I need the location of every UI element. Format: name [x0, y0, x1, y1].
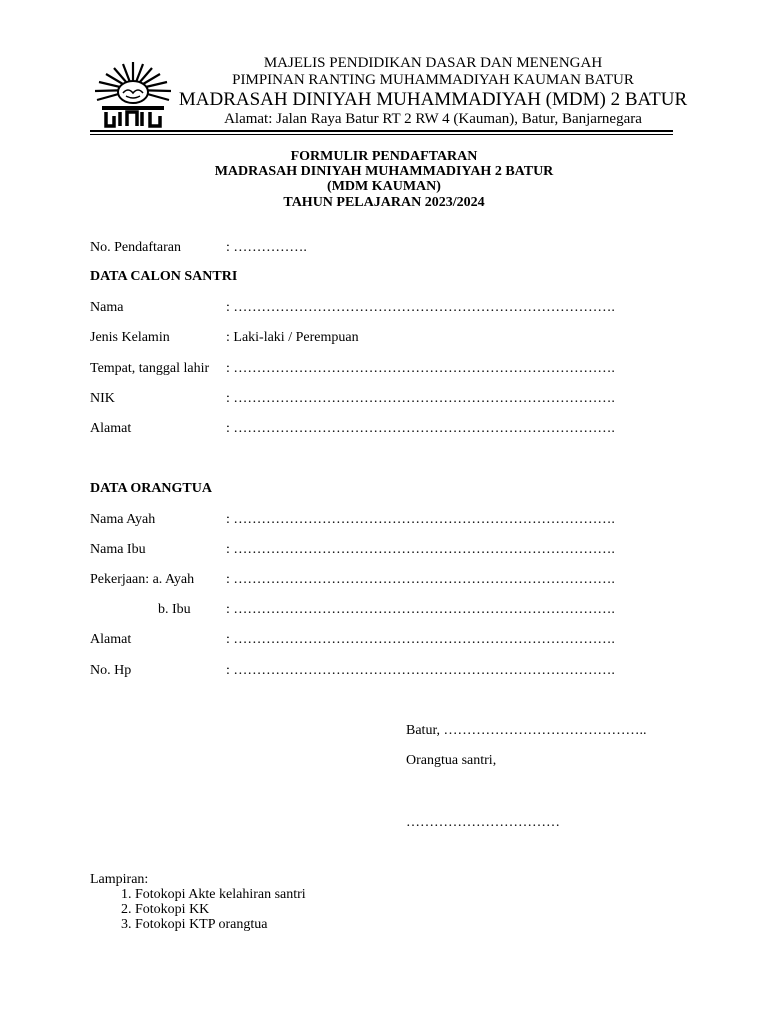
- father-name-field[interactable]: : ……………………………………………………………………….: [226, 512, 615, 527]
- student-section-heading: DATA CALON SANTRI: [90, 269, 238, 284]
- attachments: [90, 872, 306, 932]
- attachment-item: 1. Fotokopi Akte kelahiran santri: [135, 887, 306, 902]
- student-name-label: Nama: [90, 300, 124, 315]
- student-address-field[interactable]: : ……………………………………………………………………….: [226, 421, 615, 436]
- father-occupation-label: Pekerjaan: a. Ayah: [90, 572, 195, 587]
- header-divider-thick: [90, 130, 673, 132]
- form-title-year: TAHUN PELAJARAN 2023/2024: [283, 195, 485, 210]
- form-title-short: (MDM KAUMAN): [327, 179, 441, 194]
- signature-name-line[interactable]: ……………………………: [406, 815, 560, 830]
- parent-section-heading: DATA ORANGTUA: [90, 481, 212, 496]
- student-name-field[interactable]: : ……………………………………………………………………….: [226, 300, 615, 315]
- gender-label: Jenis Kelamin: [90, 330, 170, 345]
- registration-label: No. Pendaftaran: [90, 240, 181, 255]
- father-occupation-field[interactable]: : ……………………………………………………………………….: [226, 572, 615, 587]
- header-divider-thin: [90, 134, 673, 135]
- attachments-list: [90, 887, 306, 932]
- birth-place-date-field[interactable]: : ……………………………………………………………………….: [226, 361, 615, 376]
- header-school-name: MADRASAH DINIYAH MUHAMMADIYAH (MDM) 2 BATUR: [178, 89, 688, 110]
- header-council: MAJELIS PENDIDIKAN DASAR DAN MENENGAH: [263, 55, 603, 71]
- gender-field[interactable]: : Laki-laki / Perempuan: [226, 330, 359, 345]
- nik-field[interactable]: : ……………………………………………………………………….: [226, 391, 615, 406]
- attachments-heading: Lampiran:: [90, 872, 149, 887]
- form-title-school: MADRASAH DINIYAH MUHAMMADIYAH 2 BATUR: [214, 164, 554, 179]
- nik-label: NIK: [90, 391, 115, 406]
- attachment-item: 2. Fotokopi KK: [135, 902, 306, 917]
- parent-address-field[interactable]: : ……………………………………………………………………….: [226, 632, 615, 647]
- signature-place-date[interactable]: Batur, ……………………………………..: [406, 723, 647, 738]
- parent-address-label: Alamat: [90, 632, 132, 647]
- signature-role: Orangtua santri,: [406, 753, 497, 768]
- mother-occupation-label: b. Ibu: [158, 602, 191, 617]
- header-branch: PIMPINAN RANTING MUHAMMADIYAH KAUMAN BATUR: [232, 72, 634, 88]
- mother-name-label: Nama Ibu: [90, 542, 146, 557]
- form-title: FORMULIR PENDAFTARAN: [290, 149, 478, 164]
- header-address: Alamat: Jalan Raya Batur RT 2 RW 4 (Kauman), Batur, Banjarnegara: [224, 111, 642, 127]
- muhammadiyah-logo: [90, 60, 176, 132]
- student-address-label: Alamat: [90, 421, 132, 436]
- birth-place-date-label: Tempat, tanggal lahir: [90, 361, 210, 376]
- phone-label: No. Hp: [90, 663, 132, 678]
- phone-field[interactable]: : ……………………………………………………………………….: [226, 663, 615, 678]
- mother-occupation-field[interactable]: : ……………………………………………………………………….: [226, 602, 615, 617]
- father-name-label: Nama Ayah: [90, 512, 156, 527]
- attachment-item: 3. Fotokopi KTP orangtua: [135, 917, 306, 932]
- registration-field[interactable]: : …………….: [226, 240, 307, 255]
- mother-name-field[interactable]: : ……………………………………………………………………….: [226, 542, 615, 557]
